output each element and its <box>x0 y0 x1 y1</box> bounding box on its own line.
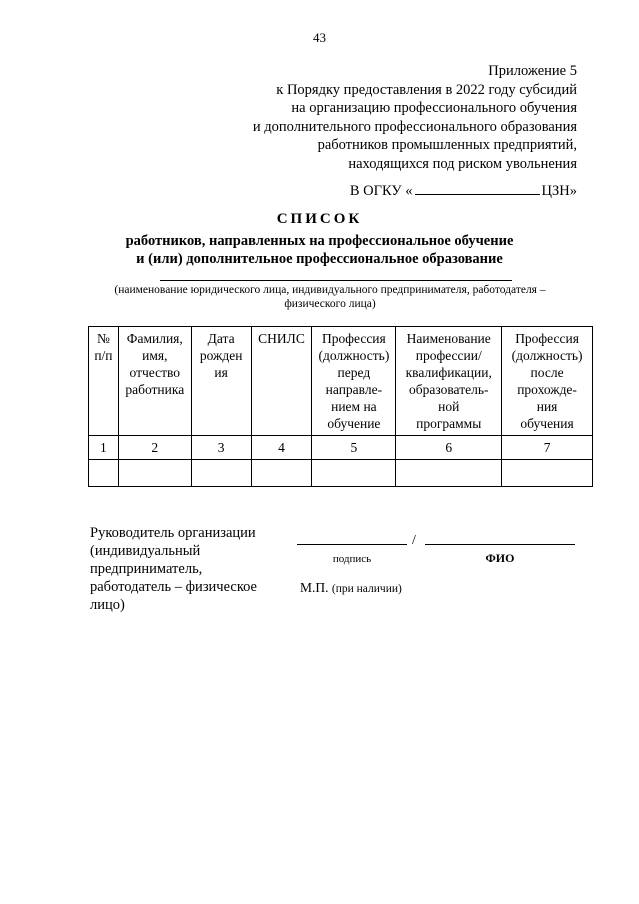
column-number: 3 <box>191 436 251 460</box>
addressee <box>350 180 577 200</box>
table-cell[interactable] <box>118 460 191 487</box>
table-number-row <box>89 436 593 460</box>
header-cell-number: № п/п <box>89 327 119 436</box>
table-cell[interactable] <box>396 460 502 487</box>
header-cell-program-name: Наименование профессии/ квалификации, образователь- ной программы <box>396 327 502 436</box>
document-title: СПИСОК <box>276 211 363 227</box>
column-number: 6 <box>396 436 502 460</box>
addressee-prefix: В ОГКУ « <box>349 183 413 199</box>
column-number: 5 <box>312 436 396 460</box>
appendix-line: и дополнительного профессионального образования <box>252 118 577 135</box>
page-number: 43 <box>313 30 326 45</box>
table-cell[interactable] <box>251 460 312 487</box>
addressee-suffix: ЦЗН» <box>541 183 577 199</box>
column-number: 7 <box>502 436 593 460</box>
table-cell[interactable] <box>502 460 593 487</box>
header-cell-full-name: Фамилия, имя, отчество работника <box>118 327 191 436</box>
stamp-place <box>300 580 402 596</box>
org-caption-line: физического лица) <box>284 298 376 310</box>
table-header-row <box>89 327 593 436</box>
signature-separator: / <box>412 533 416 548</box>
appendix-line: работников промышленных предприятий, <box>317 137 577 153</box>
document-subtitle <box>0 232 639 268</box>
signatory-label: Руководитель организации (индивидуальный предприниматель, работодатель – физическое лицо) <box>90 525 257 613</box>
table-cell[interactable] <box>89 460 119 487</box>
table-row <box>89 460 593 487</box>
column-number: 4 <box>251 436 312 460</box>
appendix-line: на организацию профессионального обучения <box>291 100 577 116</box>
addressee-blank <box>415 180 540 195</box>
column-number: 1 <box>89 436 119 460</box>
appendix-line: Приложение 5 <box>488 63 577 79</box>
header-cell-birth-date: Дата рожден ия <box>191 327 251 436</box>
table-cell[interactable] <box>191 460 251 487</box>
appendix-line: к Порядку предоставления в 2022 году субсидий <box>276 81 577 98</box>
appendix-line: находящихся под риском увольнения <box>348 155 577 172</box>
table-cell[interactable] <box>312 460 396 487</box>
name-caption: ФИО <box>485 551 515 565</box>
subtitle-line: работников, направленных на профессиональное обучение <box>125 233 514 249</box>
name-line <box>425 544 575 545</box>
organization-name-line <box>160 280 512 281</box>
appendix-block <box>253 62 577 173</box>
subtitle-line: и (или) дополнительное профессиональное образование <box>136 251 503 267</box>
stamp-note: (при наличии) <box>331 583 402 595</box>
header-cell-profession-before: Профессия (должность) перед направле- нием на обучение <box>312 327 396 436</box>
header-cell-profession-after: Профессия (должность) после прохожде- ния обучения <box>502 327 593 436</box>
signature-line <box>297 544 407 545</box>
workers-table <box>88 326 593 487</box>
header-cell-snils: СНИЛС <box>251 327 312 436</box>
column-number: 2 <box>118 436 191 460</box>
signature-caption: подпись <box>332 553 372 565</box>
organization-caption <box>80 283 580 311</box>
org-caption-line: (наименование юридического лица, индивидуального предпринимателя, работодателя – <box>114 284 546 296</box>
stamp-label: М.П. <box>300 580 329 595</box>
